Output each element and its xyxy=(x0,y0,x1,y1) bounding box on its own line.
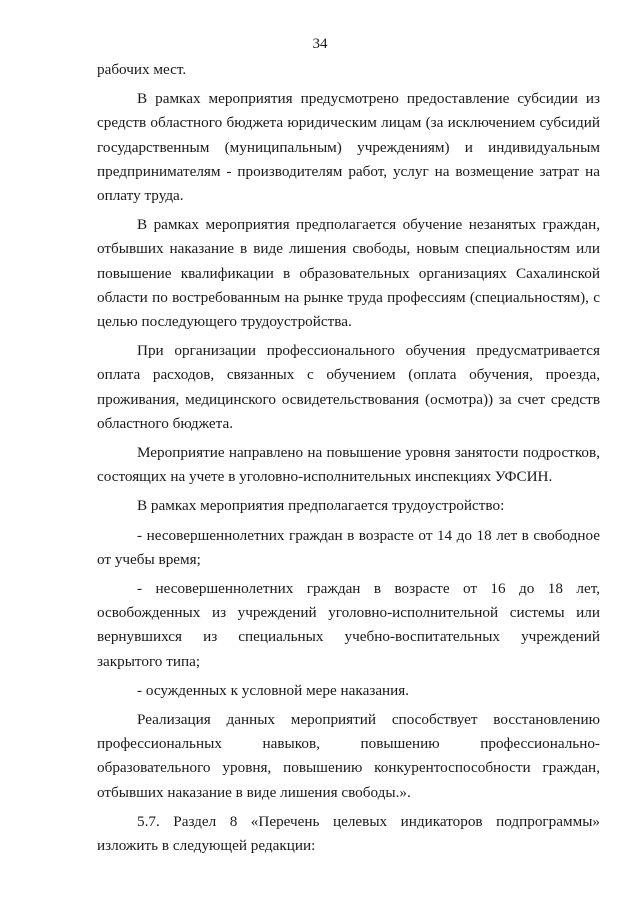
paragraph-subsidy: В рамках мероприятия предусмотрено предоставление субсидии из средств областного бюджета юридическим лицам (за исключением субсидий государственным (муниципальным) учреждениям) и индивидуальным предпринимателям - производителям работ, услуг на возмещение затрат на оплату труда. xyxy=(97,90,600,205)
paragraph-training: В рамках мероприятия предполагается обучение незанятых граждан, отбывших наказание в виде лишения свободы, новым специальностям или повышение квалификации в образовательных организациях Сахалинской области по востребованным на рынке труда профессиям (специальностям), с целью последующего трудоустройства. xyxy=(97,216,600,331)
paragraph-teen-employment: Мероприятие направлено на повышение уровня занятости подростков, состоящих на учете в уголовно-исполнительных инспекциях УФСИН. xyxy=(97,444,600,486)
paragraph-expenses: При организации профессионального обучения предусматривается оплата расходов, связанных с обучением (оплата обучения, проезда, проживания, медицинского освидетельствования (осмотра)) за счет средств областного бюджета. xyxy=(97,342,600,432)
paragraph-continuation: рабочих мест. xyxy=(97,61,187,78)
paragraph-section-5-7: 5.7. Раздел 8 «Перечень целевых индикаторов подпрограммы» изложить в следующей редакции: xyxy=(97,812,600,855)
document-body xyxy=(97,58,600,858)
paragraph-outcome: Реализация данных мероприятий способствует восстановлению профессиональных навыков, повышению профессионально-образовательного уровня, повышению конкурентоспособности граждан, отбывших наказание в виде лишения свободы.». xyxy=(97,711,600,801)
page-number: 34 xyxy=(312,36,328,52)
list-item-probation: - осужденных к условной мере наказания. xyxy=(137,681,410,699)
list-item-16-18: - несовершеннолетних граждан в возрасте от 16 до 18 лет, освобожденных из учреждений уголовно-исполнительной системы или вернувшихся из специальных учебно-воспитательных учреждений закрытого типа; xyxy=(97,580,600,670)
list-item-14-18: - несовершеннолетних граждан в возрасте от 14 до 18 лет в свободное от учебы время; xyxy=(97,526,600,568)
paragraph-employment-intro: В рамках мероприятия предполагается трудоустройство: xyxy=(137,497,505,515)
